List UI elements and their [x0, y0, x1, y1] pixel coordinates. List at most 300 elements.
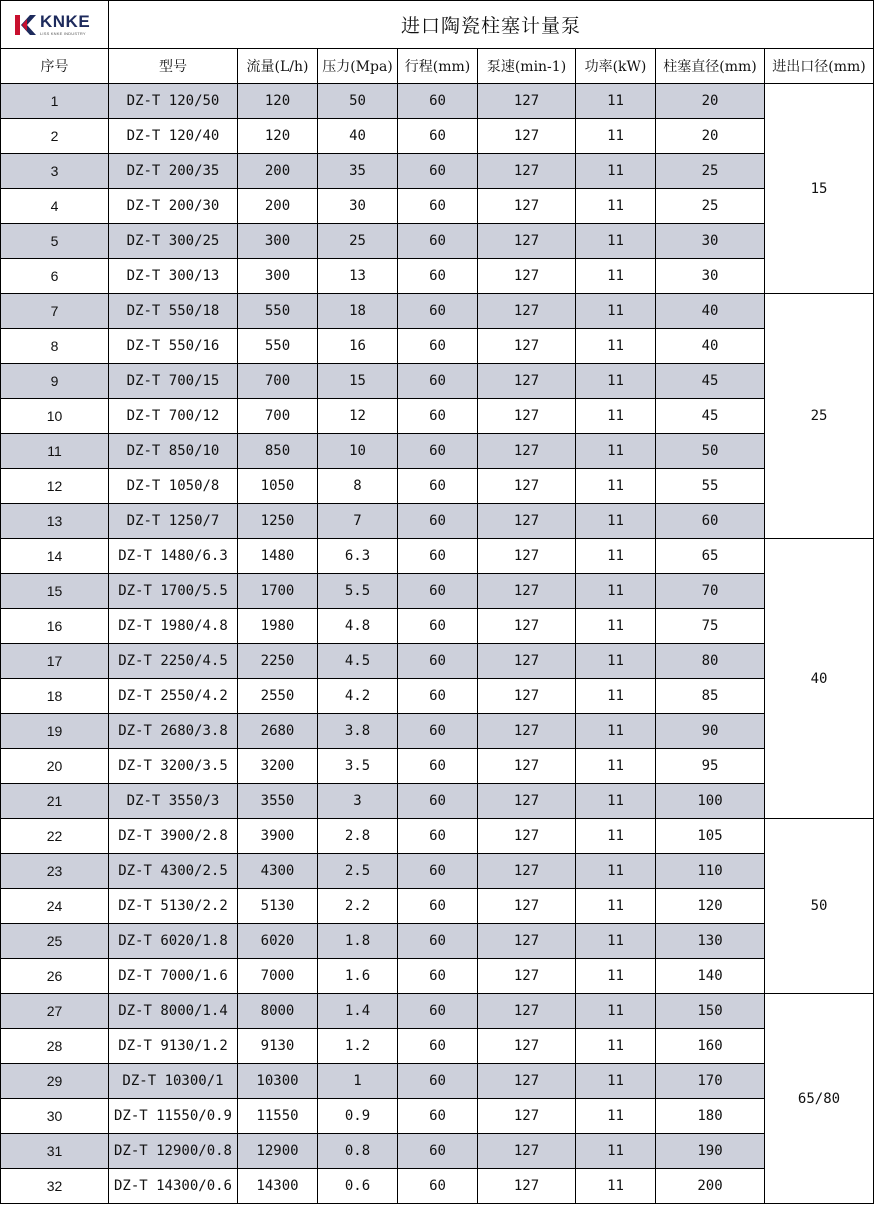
- cell-pressure: 7: [318, 504, 398, 539]
- cell-plunger-diameter: 180: [656, 1099, 765, 1134]
- cell-index: 18: [1, 679, 109, 714]
- table-row: [1, 994, 874, 1029]
- cell-power: 11: [576, 854, 656, 889]
- cell-plunger-diameter: 110: [656, 854, 765, 889]
- cell-port-size: 15: [765, 84, 874, 294]
- cell-index: 10: [1, 399, 109, 434]
- cell-model: DZ-T 9130/1.2: [109, 1029, 238, 1064]
- cell-pressure: 40: [318, 119, 398, 154]
- cell-power: 11: [576, 609, 656, 644]
- cell-pressure: 30: [318, 189, 398, 224]
- cell-flow: 1700: [238, 574, 318, 609]
- cell-speed: 127: [478, 889, 576, 924]
- cell-power: 11: [576, 889, 656, 924]
- table-row: [1, 644, 874, 679]
- cell-flow: 300: [238, 259, 318, 294]
- cell-speed: 127: [478, 1064, 576, 1099]
- cell-flow: 300: [238, 224, 318, 259]
- table-row: [1, 1029, 874, 1064]
- cell-pressure: 2.5: [318, 854, 398, 889]
- cell-stroke: 60: [398, 1134, 478, 1169]
- cell-pressure: 10: [318, 434, 398, 469]
- header-speed: 泵速(min-1): [478, 49, 576, 84]
- brand-subtitle: LISS KNKE INDUSTRY: [40, 31, 86, 36]
- cell-speed: 127: [478, 1099, 576, 1134]
- cell-pressure: 3: [318, 784, 398, 819]
- cell-model: DZ-T 14300/0.6: [109, 1169, 238, 1204]
- cell-flow: 3550: [238, 784, 318, 819]
- cell-power: 11: [576, 399, 656, 434]
- cell-speed: 127: [478, 714, 576, 749]
- table-row: [1, 959, 874, 994]
- cell-flow: 2250: [238, 644, 318, 679]
- cell-power: 11: [576, 154, 656, 189]
- cell-model: DZ-T 700/12: [109, 399, 238, 434]
- cell-pressure: 16: [318, 329, 398, 364]
- cell-power: 11: [576, 644, 656, 679]
- cell-stroke: 60: [398, 994, 478, 1029]
- table-row: [1, 154, 874, 189]
- cell-pressure: 3.5: [318, 749, 398, 784]
- cell-index: 23: [1, 854, 109, 889]
- cell-stroke: 60: [398, 959, 478, 994]
- header-stroke: 行程(mm): [398, 49, 478, 84]
- cell-speed: 127: [478, 574, 576, 609]
- cell-plunger-diameter: 100: [656, 784, 765, 819]
- cell-stroke: 60: [398, 259, 478, 294]
- table-row: [1, 469, 874, 504]
- table-row: [1, 784, 874, 819]
- cell-index: 28: [1, 1029, 109, 1064]
- cell-pressure: 0.6: [318, 1169, 398, 1204]
- cell-stroke: 60: [398, 84, 478, 119]
- cell-stroke: 60: [398, 364, 478, 399]
- cell-power: 11: [576, 1064, 656, 1099]
- cell-index: 12: [1, 469, 109, 504]
- table-row: [1, 714, 874, 749]
- table-row: [1, 749, 874, 784]
- cell-plunger-diameter: 40: [656, 294, 765, 329]
- cell-index: 25: [1, 924, 109, 959]
- knke-logo-icon: [15, 15, 37, 35]
- cell-flow: 5130: [238, 889, 318, 924]
- cell-flow: 9130: [238, 1029, 318, 1064]
- cell-speed: 127: [478, 819, 576, 854]
- cell-stroke: 60: [398, 924, 478, 959]
- cell-stroke: 60: [398, 224, 478, 259]
- cell-stroke: 60: [398, 189, 478, 224]
- cell-plunger-diameter: 60: [656, 504, 765, 539]
- cell-flow: 8000: [238, 994, 318, 1029]
- cell-flow: 1050: [238, 469, 318, 504]
- cell-speed: 127: [478, 784, 576, 819]
- cell-speed: 127: [478, 154, 576, 189]
- cell-pressure: 6.3: [318, 539, 398, 574]
- table-row: [1, 294, 874, 329]
- cell-index: 24: [1, 889, 109, 924]
- cell-power: 11: [576, 1134, 656, 1169]
- cell-plunger-diameter: 130: [656, 924, 765, 959]
- table-row: [1, 259, 874, 294]
- cell-plunger-diameter: 25: [656, 189, 765, 224]
- cell-pressure: 1: [318, 1064, 398, 1099]
- cell-pressure: 8: [318, 469, 398, 504]
- cell-speed: 127: [478, 924, 576, 959]
- cell-index: 3: [1, 154, 109, 189]
- cell-stroke: 60: [398, 644, 478, 679]
- cell-model: DZ-T 120/40: [109, 119, 238, 154]
- cell-power: 11: [576, 749, 656, 784]
- cell-power: 11: [576, 574, 656, 609]
- cell-port-size: 65/80: [765, 994, 874, 1204]
- cell-plunger-diameter: 25: [656, 154, 765, 189]
- cell-speed: 127: [478, 749, 576, 784]
- cell-model: DZ-T 850/10: [109, 434, 238, 469]
- table-row: [1, 1064, 874, 1099]
- cell-speed: 127: [478, 434, 576, 469]
- cell-plunger-diameter: 160: [656, 1029, 765, 1064]
- cell-power: 11: [576, 784, 656, 819]
- header-port-size: 进出口径(mm): [765, 49, 874, 84]
- header-plunger-diameter: 柱塞直径(mm): [656, 49, 765, 84]
- cell-speed: 127: [478, 679, 576, 714]
- header-pressure: 压力(Mpa): [318, 49, 398, 84]
- cell-flow: 14300: [238, 1169, 318, 1204]
- table-row: [1, 189, 874, 224]
- cell-power: 11: [576, 1099, 656, 1134]
- cell-index: 7: [1, 294, 109, 329]
- cell-speed: 127: [478, 1134, 576, 1169]
- cell-index: 19: [1, 714, 109, 749]
- cell-power: 11: [576, 959, 656, 994]
- cell-speed: 127: [478, 644, 576, 679]
- cell-index: 21: [1, 784, 109, 819]
- table-row: [1, 889, 874, 924]
- brand-logo: [1, 13, 108, 36]
- cell-plunger-diameter: 20: [656, 119, 765, 154]
- cell-speed: 127: [478, 224, 576, 259]
- cell-plunger-diameter: 90: [656, 714, 765, 749]
- cell-power: 11: [576, 1029, 656, 1064]
- cell-power: 11: [576, 259, 656, 294]
- cell-index: 20: [1, 749, 109, 784]
- cell-plunger-diameter: 200: [656, 1169, 765, 1204]
- cell-plunger-diameter: 55: [656, 469, 765, 504]
- cell-pressure: 1.6: [318, 959, 398, 994]
- cell-plunger-diameter: 45: [656, 399, 765, 434]
- cell-plunger-diameter: 140: [656, 959, 765, 994]
- cell-flow: 200: [238, 189, 318, 224]
- cell-flow: 1980: [238, 609, 318, 644]
- cell-flow: 700: [238, 399, 318, 434]
- cell-model: DZ-T 3900/2.8: [109, 819, 238, 854]
- table-row: [1, 539, 874, 574]
- cell-power: 11: [576, 329, 656, 364]
- header-model: 型号: [109, 49, 238, 84]
- cell-power: 11: [576, 924, 656, 959]
- cell-flow: 2680: [238, 714, 318, 749]
- cell-index: 8: [1, 329, 109, 364]
- cell-index: 31: [1, 1134, 109, 1169]
- cell-pressure: 1.2: [318, 1029, 398, 1064]
- cell-model: DZ-T 1050/8: [109, 469, 238, 504]
- cell-model: DZ-T 3200/3.5: [109, 749, 238, 784]
- cell-pressure: 5.5: [318, 574, 398, 609]
- header-flow: 流量(L/h): [238, 49, 318, 84]
- cell-speed: 127: [478, 539, 576, 574]
- title-row: [1, 1, 874, 49]
- cell-pressure: 4.8: [318, 609, 398, 644]
- cell-model: DZ-T 1250/7: [109, 504, 238, 539]
- cell-power: 11: [576, 1169, 656, 1204]
- cell-flow: 4300: [238, 854, 318, 889]
- cell-pressure: 3.8: [318, 714, 398, 749]
- table-row: [1, 819, 874, 854]
- cell-stroke: 60: [398, 854, 478, 889]
- table-row: [1, 399, 874, 434]
- cell-model: DZ-T 4300/2.5: [109, 854, 238, 889]
- cell-plunger-diameter: 75: [656, 609, 765, 644]
- cell-power: 11: [576, 994, 656, 1029]
- cell-speed: 127: [478, 609, 576, 644]
- cell-stroke: 60: [398, 714, 478, 749]
- cell-plunger-diameter: 50: [656, 434, 765, 469]
- cell-stroke: 60: [398, 504, 478, 539]
- cell-model: DZ-T 300/25: [109, 224, 238, 259]
- cell-model: DZ-T 12900/0.8: [109, 1134, 238, 1169]
- cell-flow: 3900: [238, 819, 318, 854]
- cell-stroke: 60: [398, 469, 478, 504]
- cell-model: DZ-T 1700/5.5: [109, 574, 238, 609]
- brand-name: KNKE: [40, 12, 91, 31]
- cell-index: 2: [1, 119, 109, 154]
- cell-flow: 1250: [238, 504, 318, 539]
- table-row: [1, 434, 874, 469]
- cell-flow: 3200: [238, 749, 318, 784]
- logo-cell: [1, 1, 109, 49]
- cell-plunger-diameter: 85: [656, 679, 765, 714]
- cell-speed: 127: [478, 189, 576, 224]
- table-row: [1, 924, 874, 959]
- cell-plunger-diameter: 80: [656, 644, 765, 679]
- cell-stroke: 60: [398, 679, 478, 714]
- cell-index: 26: [1, 959, 109, 994]
- cell-speed: 127: [478, 504, 576, 539]
- table-row: [1, 224, 874, 259]
- cell-stroke: 60: [398, 609, 478, 644]
- cell-index: 4: [1, 189, 109, 224]
- cell-model: DZ-T 700/15: [109, 364, 238, 399]
- cell-model: DZ-T 8000/1.4: [109, 994, 238, 1029]
- cell-model: DZ-T 550/16: [109, 329, 238, 364]
- cell-plunger-diameter: 65: [656, 539, 765, 574]
- cell-port-size: 50: [765, 819, 874, 994]
- cell-stroke: 60: [398, 749, 478, 784]
- cell-pressure: 0.9: [318, 1099, 398, 1134]
- table-row: [1, 1099, 874, 1134]
- cell-plunger-diameter: 70: [656, 574, 765, 609]
- cell-speed: 127: [478, 399, 576, 434]
- cell-model: DZ-T 2680/3.8: [109, 714, 238, 749]
- cell-pressure: 18: [318, 294, 398, 329]
- cell-model: DZ-T 10300/1: [109, 1064, 238, 1099]
- cell-speed: 127: [478, 259, 576, 294]
- cell-index: 16: [1, 609, 109, 644]
- table-row: [1, 1169, 874, 1204]
- cell-index: 15: [1, 574, 109, 609]
- cell-pressure: 4.2: [318, 679, 398, 714]
- cell-index: 1: [1, 84, 109, 119]
- cell-flow: 550: [238, 294, 318, 329]
- cell-port-size: 40: [765, 539, 874, 819]
- cell-stroke: 60: [398, 819, 478, 854]
- cell-pressure: 2.8: [318, 819, 398, 854]
- cell-power: 11: [576, 539, 656, 574]
- table-row: [1, 329, 874, 364]
- cell-speed: 127: [478, 329, 576, 364]
- cell-stroke: 60: [398, 399, 478, 434]
- page-title: 进口陶瓷柱塞计量泵: [109, 1, 874, 49]
- cell-flow: 1480: [238, 539, 318, 574]
- table-row: [1, 679, 874, 714]
- cell-index: 27: [1, 994, 109, 1029]
- table-row: [1, 84, 874, 119]
- cell-pressure: 1.8: [318, 924, 398, 959]
- cell-flow: 120: [238, 84, 318, 119]
- cell-model: DZ-T 5130/2.2: [109, 889, 238, 924]
- header-power: 功率(kW): [576, 49, 656, 84]
- cell-index: 6: [1, 259, 109, 294]
- cell-flow: 11550: [238, 1099, 318, 1134]
- cell-speed: 127: [478, 1169, 576, 1204]
- cell-model: DZ-T 200/35: [109, 154, 238, 189]
- cell-index: 9: [1, 364, 109, 399]
- cell-index: 5: [1, 224, 109, 259]
- header-row: [1, 49, 874, 84]
- cell-flow: 200: [238, 154, 318, 189]
- cell-plunger-diameter: 150: [656, 994, 765, 1029]
- cell-plunger-diameter: 105: [656, 819, 765, 854]
- cell-model: DZ-T 550/18: [109, 294, 238, 329]
- cell-pressure: 12: [318, 399, 398, 434]
- table-row: [1, 364, 874, 399]
- cell-pressure: 0.8: [318, 1134, 398, 1169]
- cell-port-size: 25: [765, 294, 874, 539]
- cell-plunger-diameter: 170: [656, 1064, 765, 1099]
- cell-index: 32: [1, 1169, 109, 1204]
- cell-model: DZ-T 2550/4.2: [109, 679, 238, 714]
- cell-power: 11: [576, 434, 656, 469]
- cell-speed: 127: [478, 1029, 576, 1064]
- cell-plunger-diameter: 95: [656, 749, 765, 784]
- table-row: [1, 119, 874, 154]
- cell-model: DZ-T 1480/6.3: [109, 539, 238, 574]
- table-row: [1, 574, 874, 609]
- cell-stroke: 60: [398, 574, 478, 609]
- cell-speed: 127: [478, 119, 576, 154]
- cell-plunger-diameter: 190: [656, 1134, 765, 1169]
- cell-power: 11: [576, 84, 656, 119]
- cell-stroke: 60: [398, 1099, 478, 1134]
- cell-index: 17: [1, 644, 109, 679]
- cell-index: 14: [1, 539, 109, 574]
- cell-pressure: 1.4: [318, 994, 398, 1029]
- cell-model: DZ-T 300/13: [109, 259, 238, 294]
- cell-pressure: 13: [318, 259, 398, 294]
- cell-flow: 6020: [238, 924, 318, 959]
- cell-flow: 700: [238, 364, 318, 399]
- cell-power: 11: [576, 119, 656, 154]
- cell-stroke: 60: [398, 1169, 478, 1204]
- cell-power: 11: [576, 469, 656, 504]
- cell-model: DZ-T 120/50: [109, 84, 238, 119]
- cell-index: 11: [1, 434, 109, 469]
- cell-speed: 127: [478, 469, 576, 504]
- cell-model: DZ-T 2250/4.5: [109, 644, 238, 679]
- cell-speed: 127: [478, 84, 576, 119]
- cell-stroke: 60: [398, 1029, 478, 1064]
- cell-flow: 120: [238, 119, 318, 154]
- cell-index: 22: [1, 819, 109, 854]
- cell-speed: 127: [478, 854, 576, 889]
- cell-index: 30: [1, 1099, 109, 1134]
- cell-flow: 12900: [238, 1134, 318, 1169]
- table-row: [1, 504, 874, 539]
- cell-stroke: 60: [398, 784, 478, 819]
- table-row: [1, 1134, 874, 1169]
- cell-power: 11: [576, 714, 656, 749]
- cell-stroke: 60: [398, 1064, 478, 1099]
- cell-flow: 10300: [238, 1064, 318, 1099]
- cell-flow: 850: [238, 434, 318, 469]
- cell-pressure: 25: [318, 224, 398, 259]
- cell-stroke: 60: [398, 329, 478, 364]
- cell-model: DZ-T 7000/1.6: [109, 959, 238, 994]
- cell-power: 11: [576, 504, 656, 539]
- table-row: [1, 854, 874, 889]
- cell-plunger-diameter: 120: [656, 889, 765, 924]
- table-row: [1, 609, 874, 644]
- cell-index: 13: [1, 504, 109, 539]
- cell-power: 11: [576, 224, 656, 259]
- cell-power: 11: [576, 679, 656, 714]
- cell-pressure: 2.2: [318, 889, 398, 924]
- cell-plunger-diameter: 45: [656, 364, 765, 399]
- cell-index: 29: [1, 1064, 109, 1099]
- cell-pressure: 15: [318, 364, 398, 399]
- cell-power: 11: [576, 189, 656, 224]
- cell-plunger-diameter: 40: [656, 329, 765, 364]
- cell-speed: 127: [478, 959, 576, 994]
- cell-model: DZ-T 200/30: [109, 189, 238, 224]
- cell-model: DZ-T 11550/0.9: [109, 1099, 238, 1134]
- header-index: 序号: [1, 49, 109, 84]
- cell-power: 11: [576, 364, 656, 399]
- cell-stroke: 60: [398, 294, 478, 329]
- cell-pressure: 50: [318, 84, 398, 119]
- cell-pressure: 35: [318, 154, 398, 189]
- cell-flow: 2550: [238, 679, 318, 714]
- cell-model: DZ-T 1980/4.8: [109, 609, 238, 644]
- cell-plunger-diameter: 20: [656, 84, 765, 119]
- cell-model: DZ-T 6020/1.8: [109, 924, 238, 959]
- cell-flow: 550: [238, 329, 318, 364]
- cell-stroke: 60: [398, 889, 478, 924]
- cell-power: 11: [576, 294, 656, 329]
- cell-plunger-diameter: 30: [656, 224, 765, 259]
- cell-pressure: 4.5: [318, 644, 398, 679]
- cell-plunger-diameter: 30: [656, 259, 765, 294]
